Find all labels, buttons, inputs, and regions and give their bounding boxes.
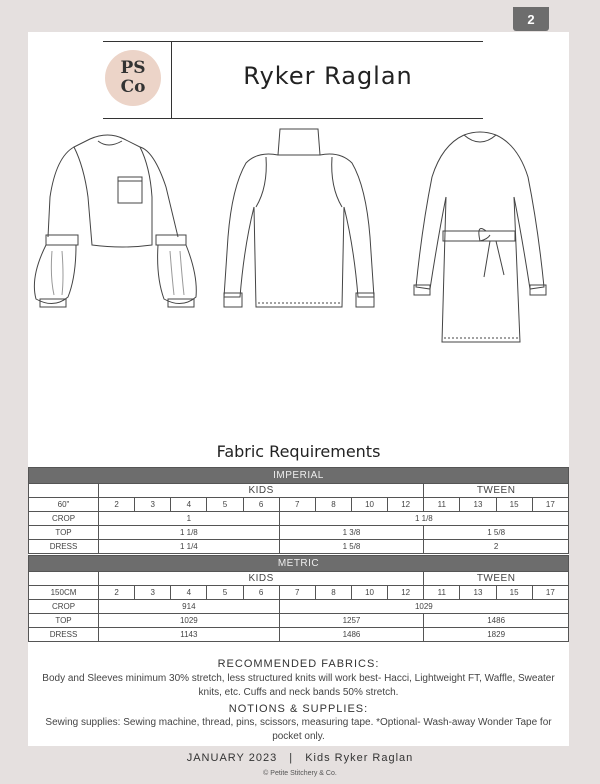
cell-value: 1029 [99,614,280,628]
cell-value: 914 [99,600,280,614]
row-label: DRESS [29,540,99,554]
footer [0,752,600,764]
cell-value: 1486 [279,628,424,642]
metric-size: 8 [315,586,351,600]
footer-separator: | [289,752,294,764]
table-row [29,614,569,628]
metric-size: 6 [243,586,279,600]
cell-value: 1 [99,512,280,526]
copyright: © Petite Stitchery & Co. [263,770,337,777]
metric-band: METRIC [29,556,569,572]
metric-size: 15 [496,586,532,600]
garment-illustrations [28,127,569,357]
imperial-size: 2 [99,498,135,512]
cell-value: 1029 [279,600,568,614]
cell-value: 1 1/8 [279,512,568,526]
brand-logo [105,50,161,106]
metric-size: 7 [279,586,315,600]
imperial-size: 7 [279,498,315,512]
page-number: 2 [513,7,549,31]
header-rule-bottom [103,118,483,119]
imperial-size: 17 [532,498,568,512]
row-label: CROP [29,600,99,614]
row-label: DRESS [29,628,99,642]
pattern-title: Ryker Raglan [243,62,413,90]
imperial-group-kids: KIDS [99,484,424,498]
table-row [29,628,569,642]
logo-line-2: Co [120,77,146,97]
cell-value: 1 1/4 [99,540,280,554]
metric-size: 4 [171,586,207,600]
row-label: CROP [29,512,99,526]
imperial-size: 11 [424,498,460,512]
cell-value: 1486 [424,614,569,628]
footer-date: JANUARY 2023 [186,752,278,764]
imperial-table [28,467,569,554]
metric-size: 10 [351,586,387,600]
cell-value: 1829 [424,628,569,642]
imperial-size: 6 [243,498,279,512]
cell-value: 1257 [279,614,424,628]
metric-size: 2 [99,586,135,600]
row-label: TOP [29,614,99,628]
imperial-size: 5 [207,498,243,512]
metric-width-label: 150CM [29,586,99,600]
imperial-size: 15 [496,498,532,512]
recommended-fabrics-heading: RECOMMENDED FABRICS: [217,658,380,670]
metric-group-kids: KIDS [99,572,424,586]
table-row [29,512,569,526]
header-rule-top [103,41,483,42]
recommended-fabrics-text: Body and Sleeves minimum 30% stretch, less structured knits will work best- Hacci, Lightweight FT, Waffle, Sweater knits, etc. Cuffs and neck bands 50% stretch. [42,673,555,698]
metric-size: 13 [460,586,496,600]
metric-size: 11 [424,586,460,600]
imperial-size: 3 [135,498,171,512]
header-divider [171,41,172,119]
imperial-width-label: 60" [29,498,99,512]
cell-value: 1 5/8 [279,540,424,554]
imperial-size: 8 [315,498,351,512]
metric-group-tween: TWEEN [424,572,569,586]
cell-value: 1 1/8 [99,526,280,540]
metric-size: 17 [532,586,568,600]
fabric-requirements-title: Fabric Requirements [216,442,381,461]
table-row [29,526,569,540]
table-row [29,600,569,614]
row-label: TOP [29,526,99,540]
cell-value: 1143 [99,628,280,642]
cell-value: 1 3/8 [279,526,424,540]
cell-value: 1 5/8 [424,526,569,540]
pattern-page [28,32,569,746]
imperial-group-tween: TWEEN [424,484,569,498]
cell-value: 2 [424,540,569,554]
metric-size: 3 [135,586,171,600]
imperial-size: 10 [351,498,387,512]
imperial-band: IMPERIAL [29,468,569,484]
metric-size: 12 [388,586,424,600]
logo-line-1: PS [120,58,146,78]
turtleneck-top-sketch [224,129,374,307]
imperial-size: 4 [171,498,207,512]
imperial-size: 13 [460,498,496,512]
metric-size: 5 [207,586,243,600]
notions-heading: NOTIONS & SUPPLIES: [228,703,369,715]
dress-sketch [414,132,546,342]
footer-pattern-name: Kids Ryker Raglan [305,752,414,764]
crop-top-sketch [34,135,196,307]
metric-table [28,555,569,642]
notions-text: Sewing supplies: Sewing machine, thread, pins, scissors, measuring tape. *Optional- Wash-away Wonder Tape for pocket only. [45,717,552,742]
table-row [29,540,569,554]
imperial-size: 12 [388,498,424,512]
